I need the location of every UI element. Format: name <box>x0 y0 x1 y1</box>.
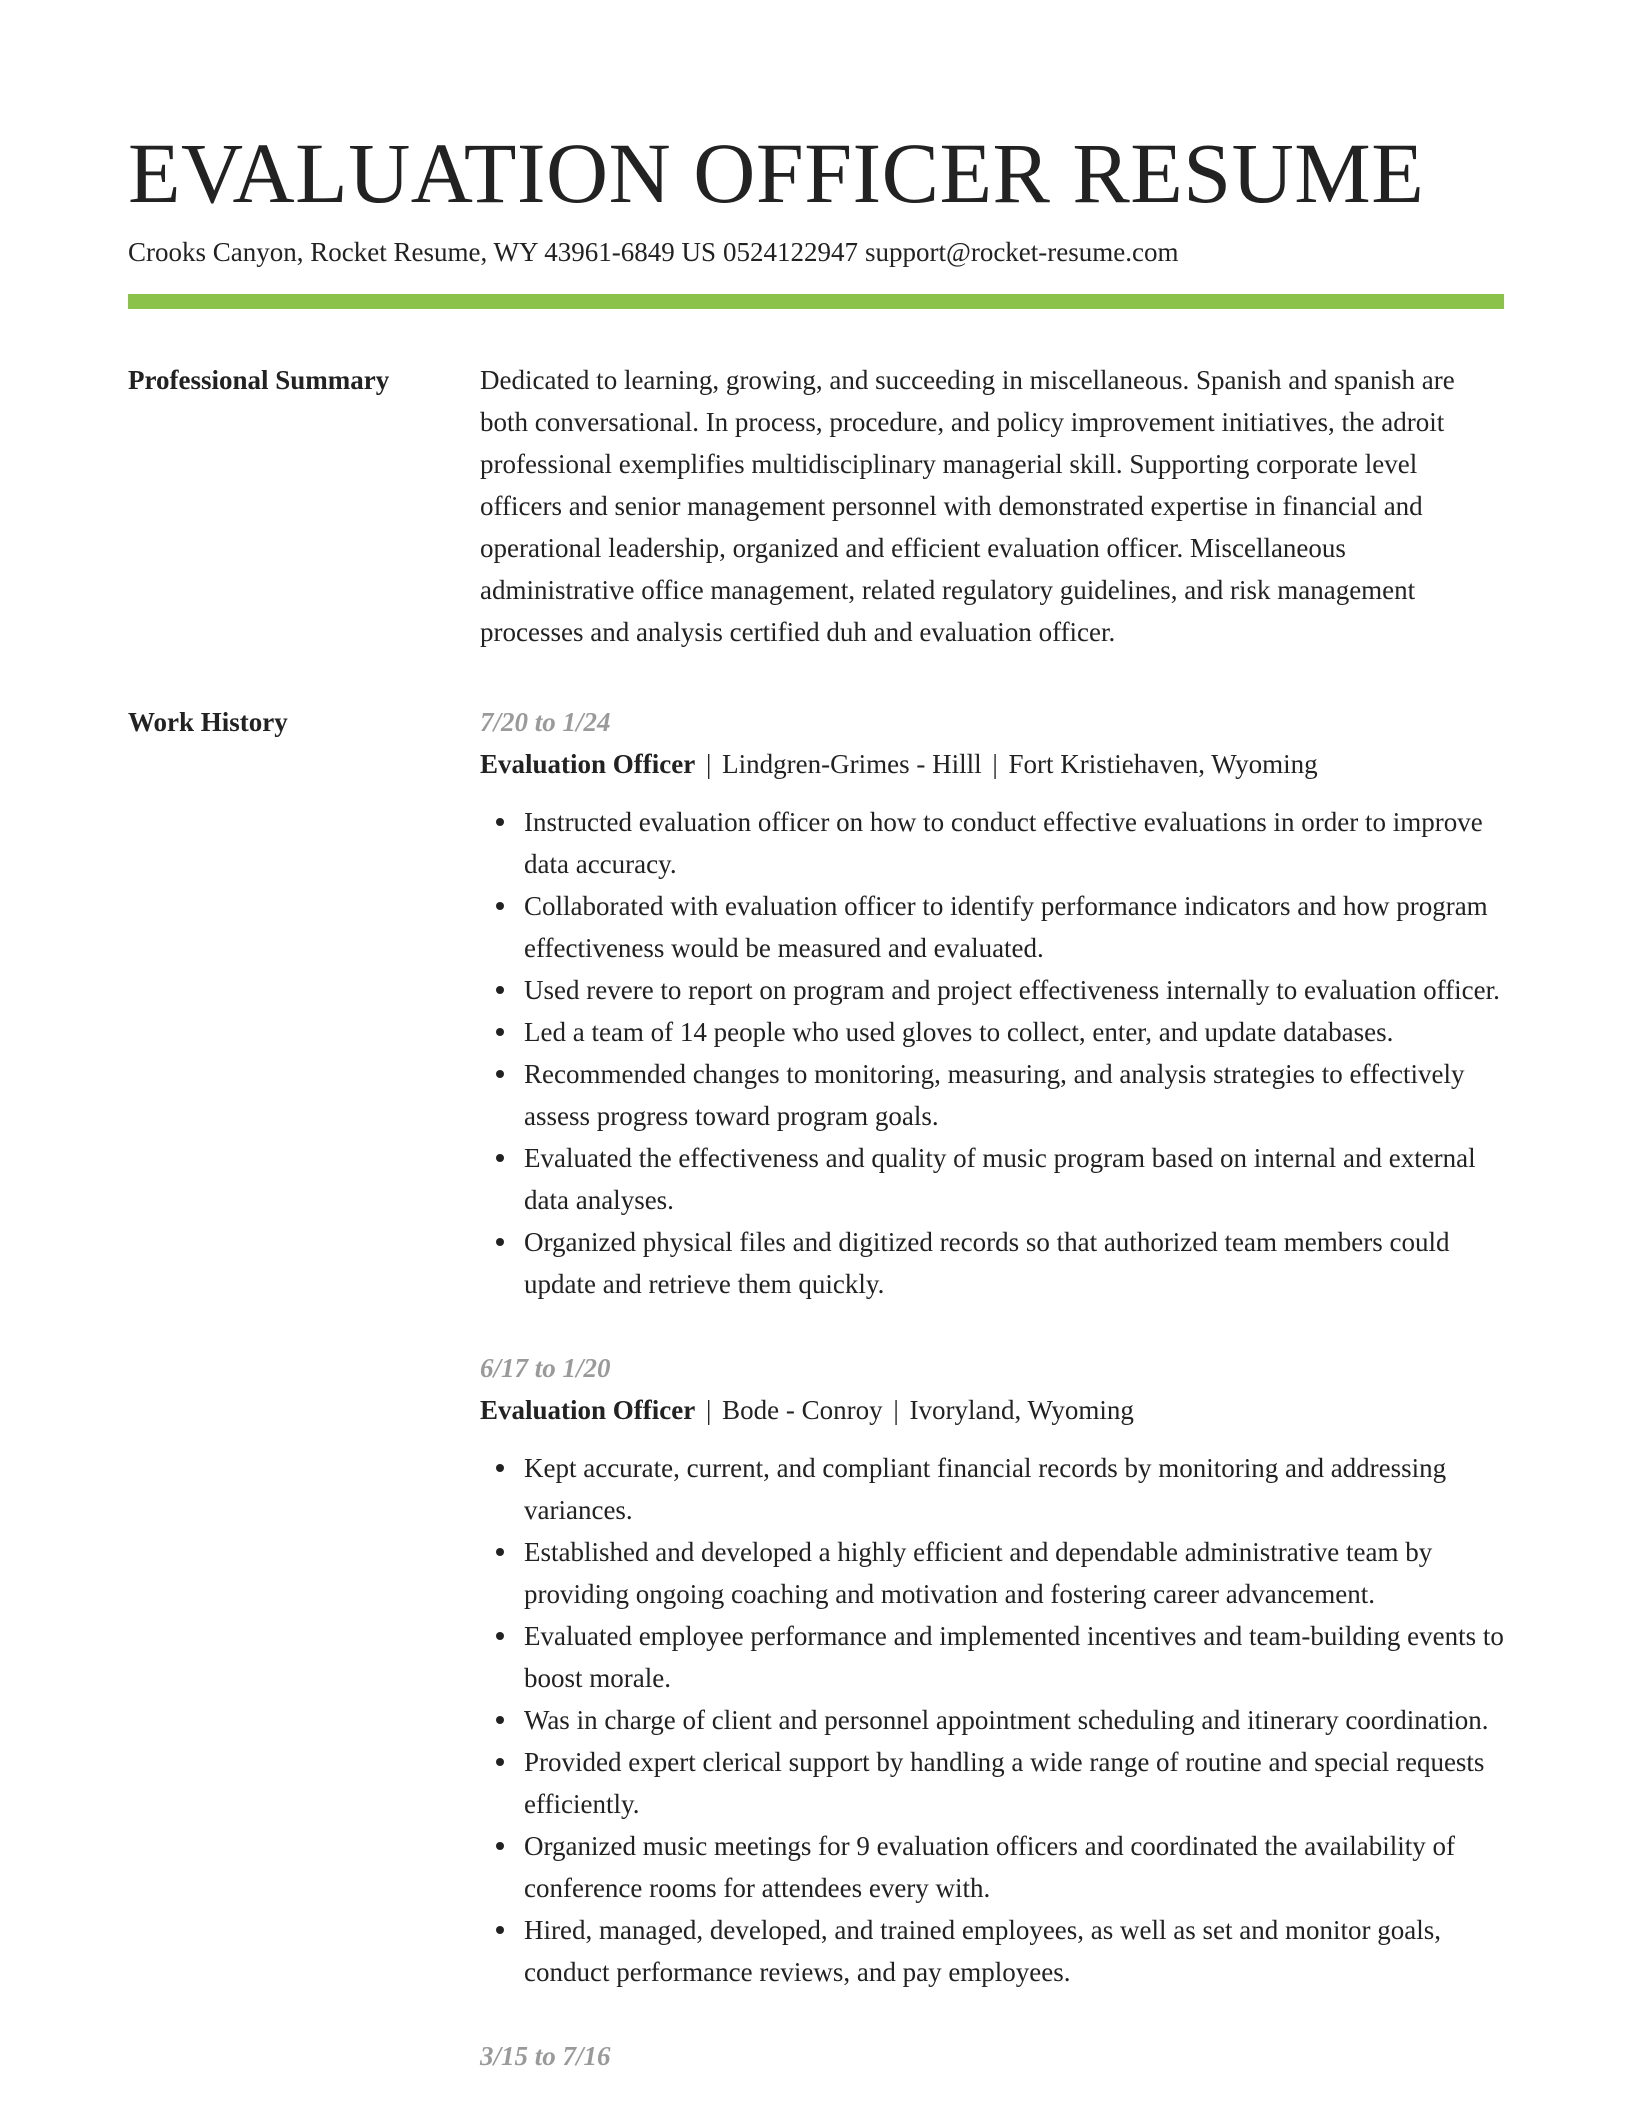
job-bullet: Was in charge of client and personnel appointment scheduling and itinerary coordination. <box>524 1699 1504 1741</box>
job-location: Fort Kristiehaven, Wyoming <box>1008 749 1318 779</box>
job-company: Bode - Conroy <box>722 1395 883 1425</box>
summary-text: Dedicated to learning, growing, and succeeding in miscellaneous. Spanish and spanish are both conversational. In process, procedure, and policy improvement initiatives, the adroit professional exemplifies multidisciplinary managerial skill. Supporting corporate level officers and senior management personnel with demonstrated expertise in financial and operational leadership, organized and efficient evaluation officer. Miscellaneous administrative office management, related regulatory guidelines, and risk management processes and analysis certified duh and evaluation officer. <box>480 365 1455 647</box>
job-bullet: Evaluated employee performance and implemented incentives and team-building events to boost morale. <box>524 1615 1504 1699</box>
contact-address: Crooks Canyon, Rocket Resume, WY 43961-6849 US <box>128 237 716 267</box>
job-bullet-list <box>480 1447 1504 1993</box>
job-bullet: Organized physical files and digitized records so that authorized team members could update and retrieve them quickly. <box>524 1221 1504 1305</box>
job-bullet: Led a team of 14 people who used gloves to collect, enter, and update databases. <box>524 1011 1504 1053</box>
section-label-summary: Professional Summary <box>128 365 390 395</box>
job-bullet: Hired, managed, developed, and trained employees, as well as set and monitor goals, conduct performance reviews, and pay employees. <box>524 1909 1504 1993</box>
job-company: Lindgren-Grimes - Hilll <box>722 749 982 779</box>
job-dates: 6/17 to 1/20 <box>480 1353 611 1383</box>
job-title: Evaluation Officer <box>480 749 696 779</box>
header-divider <box>128 294 1504 309</box>
job-dates: 3/15 to 7/16 <box>480 2041 611 2071</box>
job-bullet: Used revere to report on program and project effectiveness internally to evaluation officer. <box>524 969 1504 1011</box>
job-heading <box>480 743 1504 785</box>
job-bullet: Recommended changes to monitoring, measuring, and analysis strategies to effectively assess progress toward program goals. <box>524 1053 1504 1137</box>
job-bullet: Evaluated the effectiveness and quality of music program based on internal and external data analyses. <box>524 1137 1504 1221</box>
section-label-work-history: Work History <box>128 707 288 737</box>
job-dates: 7/20 to 1/24 <box>480 707 611 737</box>
contact-phone: 0524122947 <box>722 237 858 267</box>
professional-summary-section <box>128 359 1504 653</box>
job-location: Ivoryland, Wyoming <box>909 1395 1134 1425</box>
work-history-section <box>128 701 1504 2112</box>
job-heading <box>480 1389 1504 1431</box>
job-entry <box>480 2035 1504 2077</box>
job-bullet: Instructed evaluation officer on how to conduct effective evaluations in order to improve data accuracy. <box>524 801 1504 885</box>
job-bullet-list <box>480 801 1504 1305</box>
job-bullet: Provided expert clerical support by handling a wide range of routine and special requests efficiently. <box>524 1741 1504 1825</box>
separator: | <box>985 749 1005 779</box>
job-bullet: Kept accurate, current, and compliant financial records by monitoring and addressing variances. <box>524 1447 1504 1531</box>
job-bullet: Established and developed a highly efficient and dependable administrative team by providing ongoing coaching and motivation and fostering career advancement. <box>524 1531 1504 1615</box>
separator: | <box>699 749 719 779</box>
separator: | <box>699 1395 719 1425</box>
job-bullet: Organized music meetings for 9 evaluation officers and coordinated the availability of conference rooms for attendees every with. <box>524 1825 1504 1909</box>
job-bullet: Collaborated with evaluation officer to identify performance indicators and how program effectiveness would be measured and evaluated. <box>524 885 1504 969</box>
resume-page <box>128 118 1504 2112</box>
separator: | <box>886 1395 906 1425</box>
job-entry <box>480 1347 1504 1993</box>
job-title: Evaluation Officer <box>480 1395 696 1425</box>
job-entry <box>480 701 1504 1305</box>
contact-email: support@rocket-resume.com <box>864 237 1179 267</box>
resume-title: EVALUATION OFFICER RESUME <box>128 125 1425 221</box>
contact-line <box>128 234 1504 270</box>
